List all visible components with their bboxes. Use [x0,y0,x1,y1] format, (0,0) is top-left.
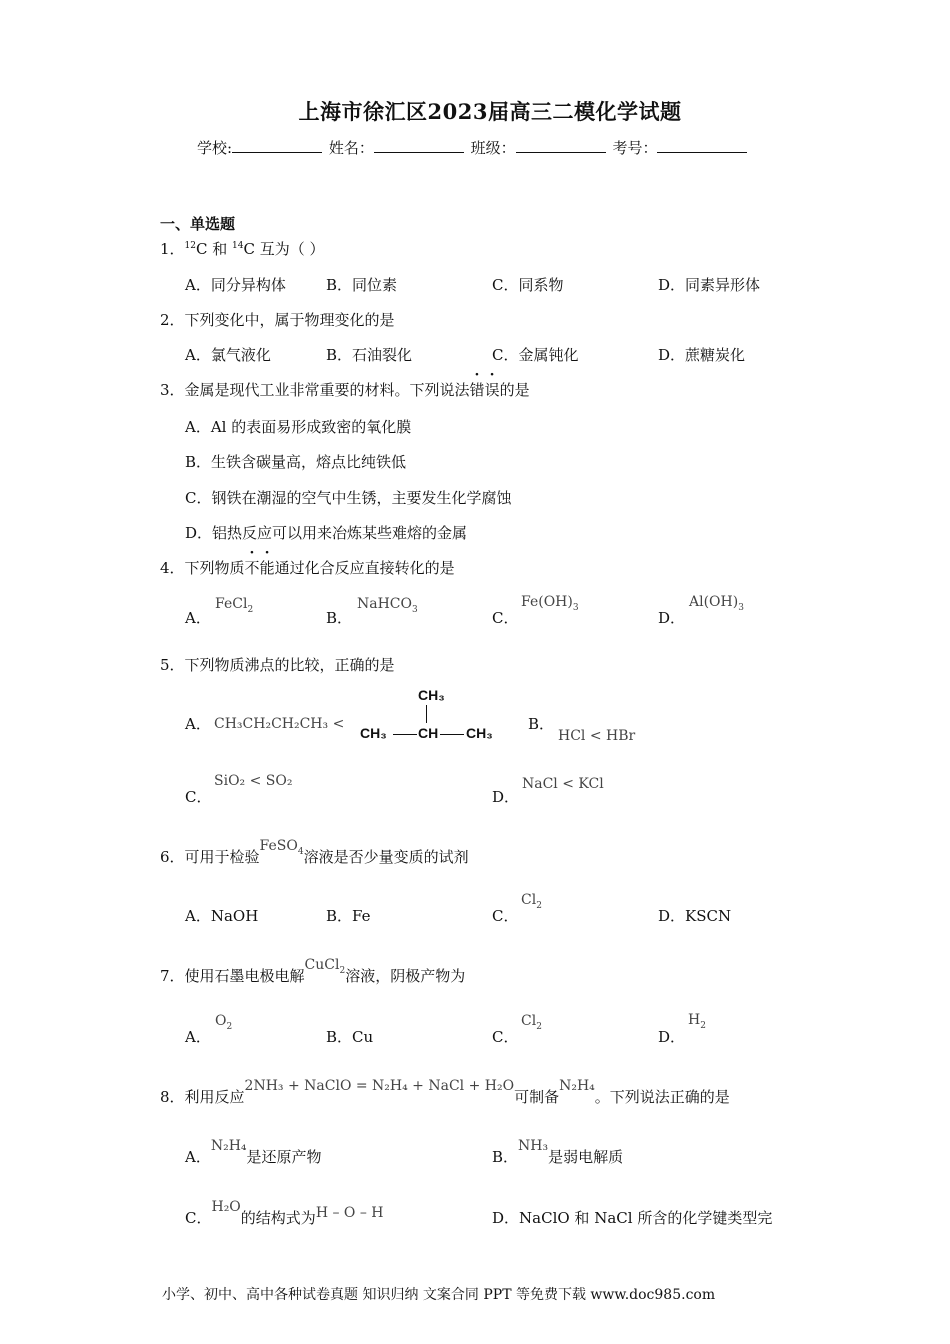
q5-option-d[interactable]: D． [492,788,520,806]
question-4 [160,557,455,578]
q8-formula-c: H₂O [211,1199,241,1215]
q4-formula-b: NaHCO$_3$ [357,596,418,615]
q6-option-d[interactable]: D．KSCN [658,907,732,925]
school-label: 学校: [197,139,233,157]
q7-text-b: 溶液，阴极产物为 [345,967,466,985]
q7-option-a[interactable]: A． [185,1028,211,1046]
q3-emphasis-2: 误 [484,381,500,399]
q7-text-a: 7．使用石墨电极电解 [160,967,305,985]
q8-option-b[interactable]: B．NH₃是弱电解质 [492,1138,624,1166]
q7-option-c[interactable]: C． [492,1028,519,1046]
q5-option-c[interactable]: C． [185,788,212,806]
question-8 [160,1078,730,1107]
q1-text-a: C 和 [196,240,233,258]
q1-option-b[interactable]: B．同位素 [326,276,398,294]
q7-formula-c: $Cl_2$ [521,1013,542,1032]
exam-number-label: 考号： [612,139,658,157]
q1-option-d[interactable]: D．同素异形体 [658,276,761,294]
exam-number-blank[interactable] [657,138,747,153]
q3-option-d[interactable]: D．铝热反应可以用来冶炼某些难熔的金属 [185,524,468,542]
q4-text-a: 4．下列物质 [160,559,245,577]
q4-option-d[interactable]: D． [658,609,686,627]
struct-vertical-bond [426,705,427,723]
q6-text-b: 溶液是否少量变质的试剂 [303,848,469,866]
student-info-line [197,137,749,158]
q3-text-a: 3．金属是现代工业非常重要的材料。下列说法 [160,381,470,399]
q8-equation: 2NH₃ + NaClO = N₂H₄ + NaCl + H₂O [244,1078,515,1094]
q8-formula: N₂H₄ [559,1078,595,1094]
struct-right-bond [440,734,464,735]
q7-formula: CuCl$_2$ [304,957,346,976]
q1-text-b: C 互为（ ） [243,240,325,258]
struct-right-ch3: CH₃ [466,725,493,741]
q3-option-b[interactable]: B．生铁含碳量高，熔点比纯铁低 [185,453,407,471]
q1-mass-14: 14 [232,241,244,251]
q3-text-b: 的是 [499,381,530,399]
q8-text-c: 。下列说法正确的是 [594,1088,730,1106]
q4-emphasis-2: 能 [259,559,275,577]
struct-left-bond [393,734,417,735]
q6-option-a[interactable]: A．NaOH [185,907,259,925]
q5-formula-c: SiO₂ < SO₂ [214,773,293,789]
class-label: 班级： [470,139,516,157]
q8-option-d[interactable]: D．NaClO 和 NaCl 所含的化学键类型完 [492,1209,773,1227]
q1-number: 1． [160,240,185,258]
q3-option-a[interactable]: A．Al 的表面易形成致密的氧化膜 [185,418,412,436]
name-label: 姓名： [328,139,374,157]
q7-formula-a: $O_2$ [215,1013,233,1032]
page-title: 上海市徐汇区2023届高三二模化学试题 [298,99,682,124]
q4-option-c[interactable]: C． [492,609,519,627]
q6-text-a: 6．可用于检验 [160,848,260,866]
class-blank[interactable] [516,138,606,153]
q2-option-a[interactable]: A．氯气液化 [185,346,271,364]
question-6 [160,838,469,869]
q2-option-c[interactable]: C．金属钝化 [492,346,579,364]
section-heading: 一、单选题 [160,215,236,233]
struct-top-ch3: CH₃ [418,687,445,703]
q4-formula-a: FeCl$_2$ [215,596,254,615]
question-1 [160,238,324,259]
q8-formula-b: NH₃ [518,1138,549,1154]
q6-formula: FeSO$_4$ [259,838,304,857]
q4-option-b[interactable]: B． [326,609,353,627]
q7-option-d[interactable]: D． [658,1028,686,1046]
q6-formula-c: $Cl_2$ [521,892,542,911]
q4-formula-c: $Fe(OH)_3$ [521,594,579,613]
q5-formula-b: HCl < HBr [558,728,636,744]
isobutane-structure [360,687,500,747]
question-7 [160,957,466,988]
q8-structural-formula: H – O – H [315,1205,384,1221]
q4-option-a[interactable]: A． [185,609,211,627]
question-2: 2．下列变化中，属于物理变化的是 [160,311,395,329]
q6-option-c[interactable]: C． [492,907,519,925]
q5-formula-a: CH₃CH₂CH₂CH₃ < [214,716,345,732]
q5-formula-d: NaCl < KCl [522,776,604,792]
name-blank[interactable] [374,138,464,153]
q1-option-a[interactable]: A．同分异构体 [185,276,286,294]
school-blank[interactable] [232,138,322,153]
q6-option-b[interactable]: B．Fe [326,907,371,925]
q7-option-b[interactable]: B．Cu [326,1028,374,1046]
q1-mass-12: 12 [184,241,196,251]
q8-text-b: 可制备 [514,1088,560,1106]
q5-option-a[interactable]: A． [185,715,211,733]
q3-emphasis-1: 错 [469,381,485,399]
q7-formula-d: $H_2$ [688,1012,706,1031]
q8-option-c[interactable]: C．H₂O的结构式为H – O – H [185,1199,384,1227]
q1-option-c[interactable]: C．同系物 [492,276,564,294]
struct-left-ch3: CH₃ [360,725,387,741]
q4-formula-d: $Al(OH)_3$ [689,594,744,613]
q2-option-d[interactable]: D．蔗糖炭化 [658,346,746,364]
q3-option-c[interactable]: C．钢铁在潮湿的空气中生锈，主要发生化学腐蚀 [185,489,512,507]
q8-formula-a: N₂H₄ [210,1138,247,1154]
q8-option-a[interactable]: A．N₂H₄是还原产物 [185,1138,322,1166]
question-3 [160,379,530,400]
q4-emphasis-1: 不 [244,559,260,577]
q2-option-b[interactable]: B．石油裂化 [326,346,413,364]
q8-text-a: 8．利用反应 [160,1088,245,1106]
q4-text-b: 通过化合反应直接转化的是 [274,559,455,577]
page-footer: 小学、初中、高中各种试卷真题 知识归纳 文案合同 PPT 等免费下载 www.doc985.com [162,1287,716,1303]
question-5: 5．下列物质沸点的比较，正确的是 [160,656,395,674]
q5-option-b[interactable]: B． [528,715,555,733]
struct-center-ch: CH [418,725,439,741]
